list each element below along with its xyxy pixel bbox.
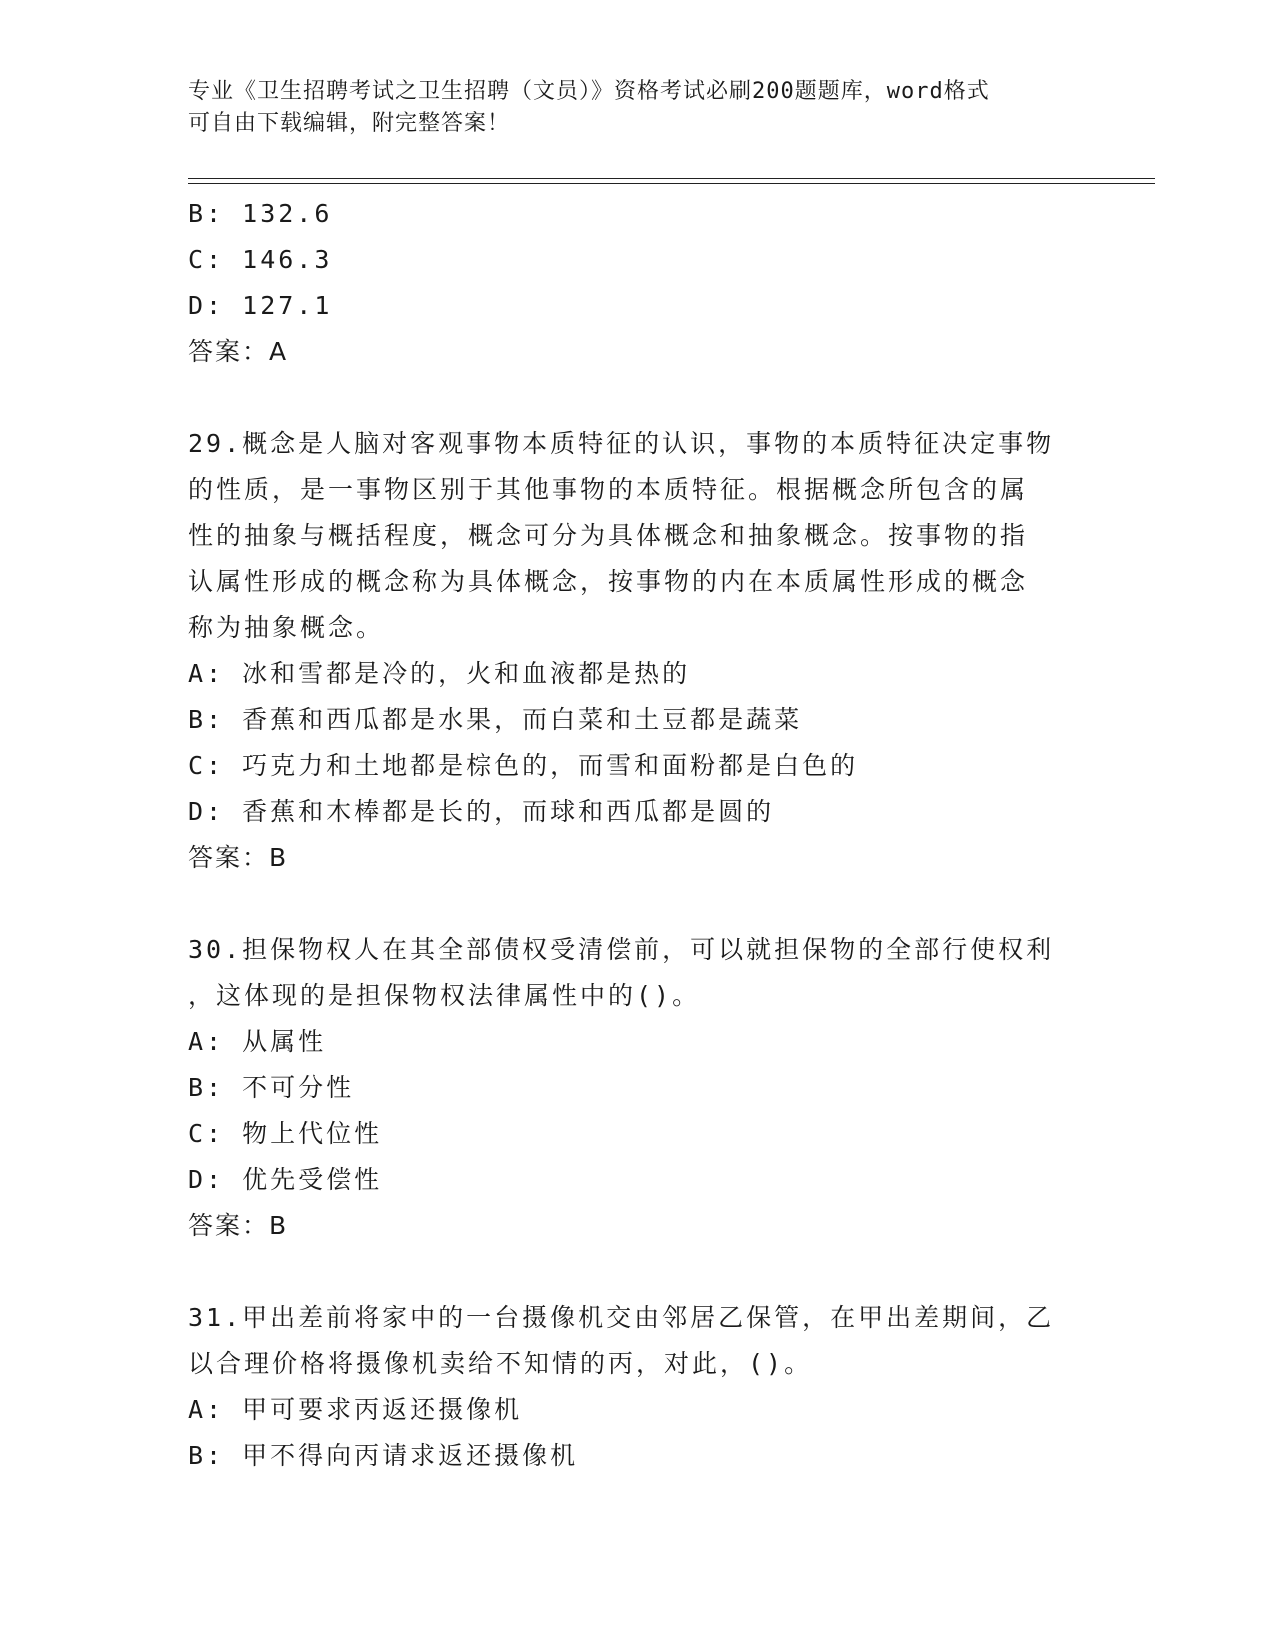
- option-d: D: 香蕉和木棒都是长的，而球和西瓜都是圆的: [188, 797, 775, 826]
- question-text-line: 以合理价格将摄像机卖给不知情的丙，对此，()。: [188, 1349, 813, 1378]
- question-29: [188, 421, 1093, 881]
- option-b: B: 不可分性: [188, 1073, 355, 1102]
- question-text-line: 29.概念是人脑对客观事物本质特征的认识，事物的本质特征决定事物: [188, 429, 1055, 458]
- question-text-line: ，这体现的是担保物权法律属性中的()。: [188, 981, 701, 1010]
- prev-question-block: [188, 191, 1093, 375]
- question-text-line: 30.担保物权人在其全部债权受清偿前，可以就担保物的全部行使权利: [188, 935, 1055, 964]
- document-body: [188, 191, 1093, 1479]
- question-31: [188, 1295, 1093, 1479]
- header-line-2: 可自由下载编辑，附完整答案！: [188, 111, 511, 136]
- option-d: D: 127.1: [188, 291, 333, 320]
- header-line-1: 专业《卫生招聘考试之卫生招聘（文员）》资格考试必刷200题题库，word格式: [188, 79, 990, 104]
- option-c: C: 巧克力和土地都是棕色的，而雪和面粉都是白色的: [188, 751, 859, 780]
- option-b: B: 香蕉和西瓜都是水果，而白菜和土豆都是蔬菜: [188, 705, 803, 734]
- spacer: [188, 881, 1093, 927]
- question-30: [188, 927, 1093, 1249]
- answer-line: 答案：B: [188, 843, 289, 872]
- question-text-line: 性的抽象与概括程度，概念可分为具体概念和抽象概念。按事物的指: [188, 521, 1029, 550]
- question-text-line: 31.甲出差前将家中的一台摄像机交由邻居乙保管，在甲出差期间，乙: [188, 1303, 1055, 1332]
- header-divider-bottom: [188, 183, 1155, 184]
- answer-line: 答案：B: [188, 1211, 289, 1240]
- option-c: C: 物上代位性: [188, 1119, 383, 1148]
- option-b: B: 132.6: [188, 199, 333, 228]
- question-text-line: 的性质，是一事物区别于其他事物的本质特征。根据概念所包含的属: [188, 475, 1029, 504]
- question-text-line: 认属性形成的概念称为具体概念，按事物的内在本质属性形成的概念: [188, 567, 1029, 596]
- option-b: B: 甲不得向丙请求返还摄像机: [188, 1441, 579, 1470]
- option-a: A: 从属性: [188, 1027, 327, 1056]
- header-divider-top: [188, 178, 1155, 179]
- option-a: A: 甲可要求丙返还摄像机: [188, 1395, 523, 1424]
- option-d: D: 优先受偿性: [188, 1165, 383, 1194]
- document-header: [188, 76, 1088, 140]
- option-c: C: 146.3: [188, 245, 333, 274]
- question-text-line: 称为抽象概念。: [188, 613, 385, 642]
- spacer: [188, 375, 1093, 421]
- answer-line: 答案：A: [188, 337, 289, 366]
- option-a: A: 冰和雪都是冷的，火和血液都是热的: [188, 659, 691, 688]
- spacer: [188, 1249, 1093, 1295]
